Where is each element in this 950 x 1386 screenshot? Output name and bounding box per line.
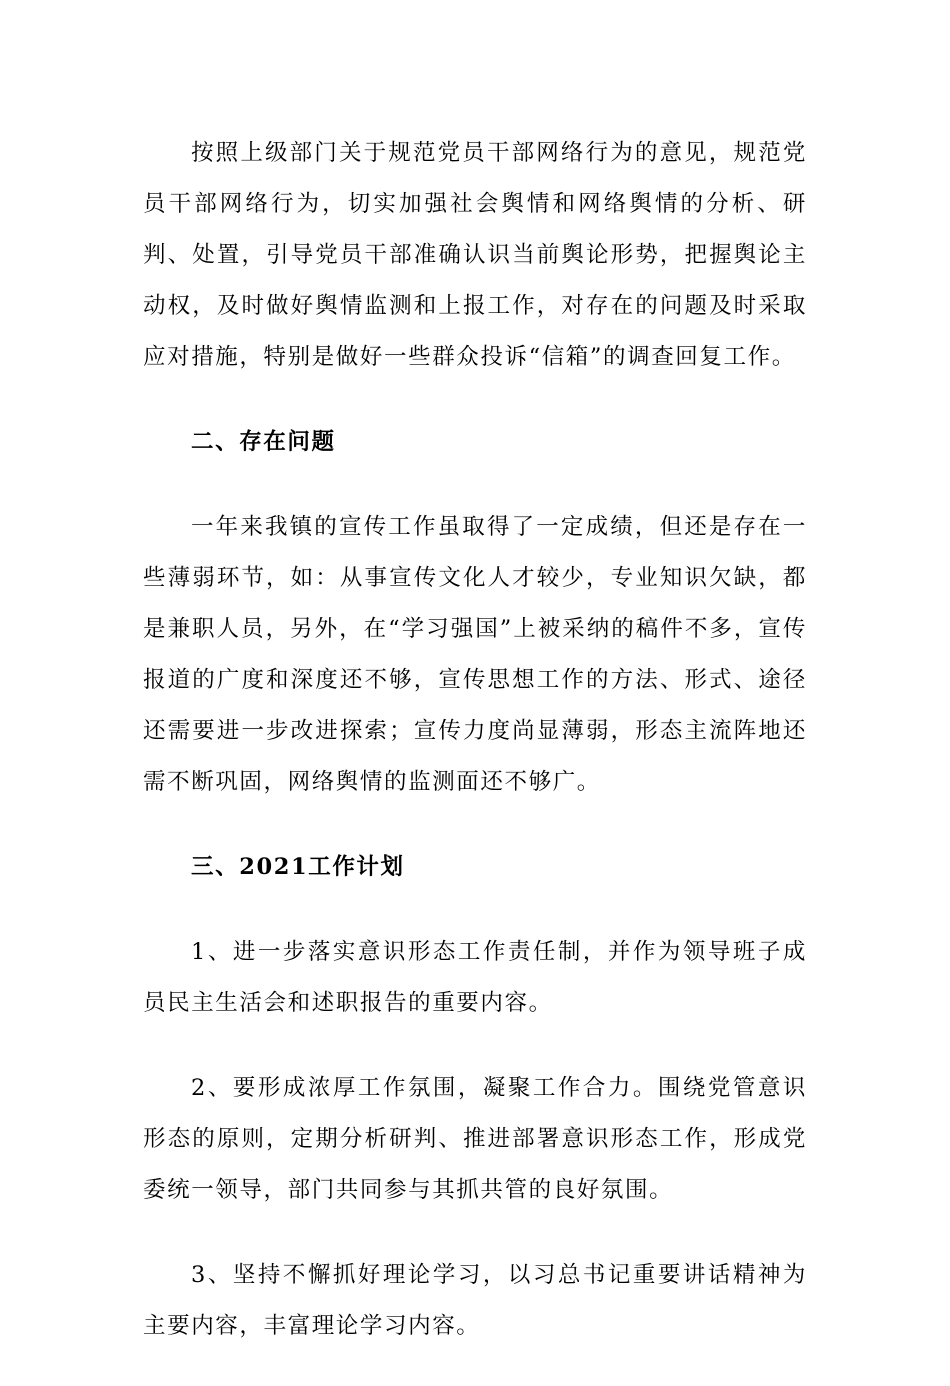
section-heading-work-plan: 三、2021工作计划 <box>191 854 405 880</box>
section-heading-problems: 二、存在问题 <box>191 429 336 455</box>
document-body <box>143 128 807 1386</box>
paragraph-online-conduct: 按照上级部门关于规范党员干部网络行为的意见，规范党员干部网络行为，切实加强社会舆情和网络舆情的分析、研判、处置，引导党员干部准确认识当前舆论形势，把握舆论主动权，及时做好舆情监测和上报工作，对存在的问题及时采取应对措施，特别是做好一些群众投诉“信箱”的调查回复工作。 <box>143 140 807 370</box>
paragraph-problems: 一年来我镇的宣传工作虽取得了一定成绩，但还是存在一些薄弱环节，如：从事宣传文化人才较少，专业知识欠缺，都是兼职人员，另外，在“学习强国”上被采纳的稿件不多，宣传报道的广度和深度还不够，宣传思想工作的方法、形式、途径还需要进一步改进探索；宣传力度尚显薄弱，形态主流阵地还需不断巩固，网络舆情的监测面还不够广。 <box>143 514 807 795</box>
paragraph-plan-item-2: 2、要形成浓厚工作氛围，凝聚工作合力。围绕党管意识形态的原则，定期分析研判、推进部署意识形态工作，形成党委统一领导，部门共同参与其抓共管的良好氛围。 <box>143 1075 807 1203</box>
paragraph-plan-item-1: 1、进一步落实意识形态工作责任制，并作为领导班子成员民主生活会和述职报告的重要内容。 <box>143 939 807 1016</box>
paragraph-plan-item-3: 3、坚持不懈抓好理论学习，以习总书记重要讲话精神为主要内容，丰富理论学习内容。 <box>143 1262 807 1339</box>
